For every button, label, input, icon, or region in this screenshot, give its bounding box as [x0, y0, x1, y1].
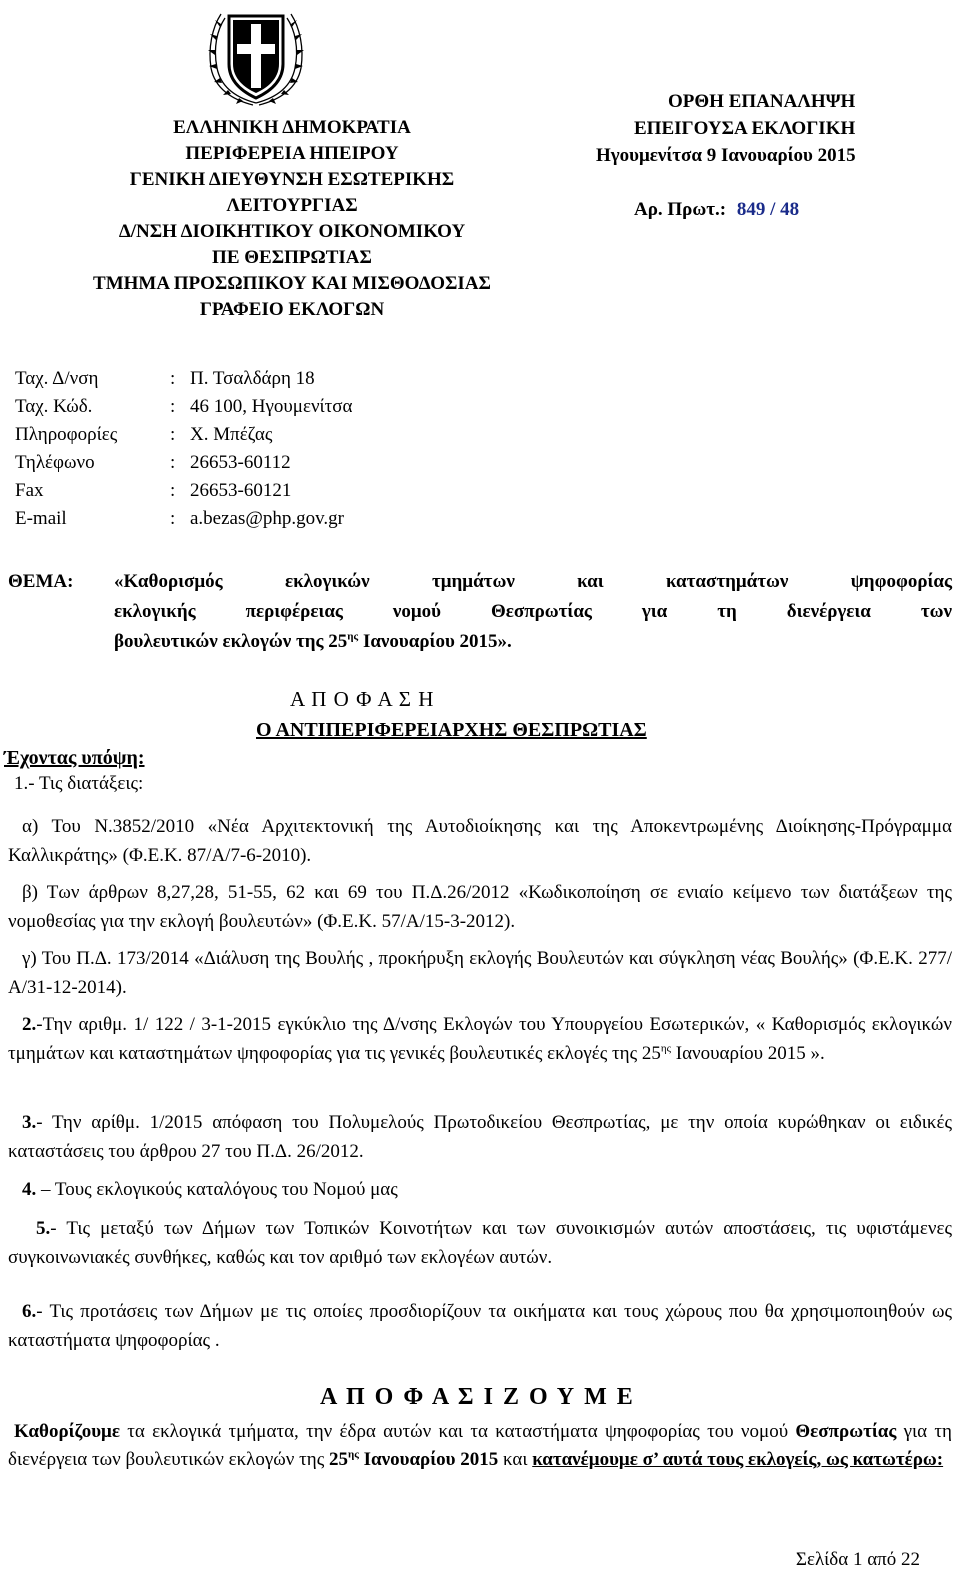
item-number: 2. — [22, 1014, 37, 1035]
item-6: 6.- Τις προτάσεις των Δήμων με τις οποίες προσδιορίζουν τα οικήματα και τους χώρους που θα χρησιμοποιηθούν ως καταστήματα ψηφοφορίας . — [8, 1301, 952, 1351]
item-2: 2.-Την αριθμ. 1/ 122 / 3-1-2015 εγκύκλιο της Δ/νσης Εκλογών του Υπουργείου Εσωτερικών, « Καθορισμός εκλογικών τμημάτων και καταστημάτων ψηφοφορίας για τις γενικές βουλευτικές εκλογές της $25^{\eta\varsigma}$ Ιανουαρίου 2015 ». — [8, 1014, 952, 1064]
item-5: 5.- Τις μεταξύ των Δήμων των Τοπικών Κοινοτήτων και των συνοικισμών αυτών αποστάσεις, τις υφιστάμενες συγκοινωνιακές συνθήκες, καθώς και τον αριθμό των εκλογέων αυτών. — [8, 1218, 952, 1268]
protocol-value: 849 / 48 — [736, 199, 800, 220]
header-left-line: Δ/ΝΣΗ ΔΙΟΙΚΗΤΙΚΟΥ ΟΙΚΟΝΟΜΙΚΟΥ — [118, 221, 466, 242]
contact-row-phone: Τηλέφωνο : 26653-60112 — [15, 450, 515, 478]
subject-block — [8, 567, 952, 657]
contact-row-address: Ταχ. Δ/νση : Π. Τσαλδάρη 18 — [15, 366, 515, 394]
protocol-number — [596, 196, 956, 223]
allocation-statement: κατανέμουμε σ’ αυτά τους εκλογείς, ως κατωτέρω: — [532, 1449, 944, 1470]
urgent-label: ΕΠΕΙΓΟΥΣΑ ΕΚΛΟΓΙΚΗ — [634, 118, 856, 139]
header-left-line: ΕΛΛΗΝΙΚΗ ΔΗΜΟΚΡΑΤΙΑ — [173, 117, 411, 138]
subject-line: εκλογικής περιφέρειας νομού Θεσπρωτίας για τη διενέργεια των — [114, 601, 952, 622]
header-left-line: ΓΡΑΦΕΙΟ ΕΚΛΟΓΩΝ — [199, 299, 385, 320]
contact-label: Ταχ. Δ/νση — [15, 368, 99, 389]
correction-label: ΟΡΘΗ ΕΠΑΝΑΛΗΨΗ — [668, 91, 856, 112]
item-number: 6. — [22, 1301, 37, 1322]
contact-value: 26653-60121 — [190, 480, 292, 501]
item-number: 4. — [22, 1179, 37, 1200]
item-number: 5. — [36, 1218, 51, 1239]
issuing-authority-block — [92, 115, 492, 323]
coat-of-arms-emblem — [207, 4, 305, 111]
item-1c: γ) Του Π.Δ. 173/2014 «Διάλυση της Βουλής , προκήρυξη εκλογής Βουλευτών και σύγκληση νέας Βουλής» (Φ.Ε.Κ. 277/Α/31-12-2014). — [8, 948, 952, 998]
contact-label: Πληροφορίες — [15, 424, 118, 445]
header-left-line: ΤΜΗΜΑ ΠΡΟΣΩΠΙΚΟΥ ΚΑΙ ΜΙΣΘΟΔΟΣΙΑΣ — [93, 273, 491, 294]
contact-row-email: E-mail : a.bezas@php.gov.gr — [15, 506, 515, 534]
closing-paragraph: Καθορίζουμε τα εκλογικά τμήματα, την έδρα αυτών και τα καταστήματα ψηφοφορίας του νομού Θεσπρωτίας για τη διενέργεια των βουλευτικών εκλογών της $25^{\eta\varsigma}$ Ιανουαρίου 2015 και κατανέμουμε σ’ αυτά τους εκλογείς, ως κατωτέρω: — [8, 1421, 952, 1470]
contact-info — [15, 366, 515, 534]
item-4: 4. – Τους εκλογικούς καταλόγους του Νομού μας — [22, 1179, 398, 1200]
header-left-line: ΛΕΙΤΟΥΡΓΙΑΣ — [226, 195, 358, 216]
item-1b: β) Των άρθρων 8,27,28, 51-55, 62 και 69 του Π.Δ.26/2012 «Κωδικοποίηση σε ενιαίο κείμενο των διατάξεων της νομοθεσίας για την εκλογή βουλευτών» (Φ.Ε.Κ. 57/Α/15-3-2012). — [8, 882, 952, 932]
page-number: Σελίδα 1 από 22 — [795, 1549, 920, 1570]
contact-row-postcode: Ταχ. Κώδ. : 46 100, Ηγουμενίτσα — [15, 394, 515, 422]
subject-line: «Καθορισμός εκλογικών τμημάτων και καταστημάτων ψηφοφορίας — [114, 571, 952, 592]
header-left-line: ΠΕ ΘΕΣΠΡΩΤΙΑΣ — [212, 247, 372, 268]
contact-value: 26653-60112 — [190, 452, 291, 473]
header-left-line: ΠΕΡΙΦΕΡΕΙΑ ΗΠΕΙΡΟΥ — [185, 143, 399, 164]
document-date: Ηγουμενίτσα 9 Ιανουαρίου 2015 — [596, 145, 856, 166]
having-regard-heading: Έχοντας υπόψη: — [4, 747, 145, 769]
contact-label: Τηλέφωνο — [15, 452, 95, 473]
item-1a: α) Του Ν.3852/2010 «Νέα Αρχιτεκτονική της Αυτοδιοίκησης και της Αποκεντρωμένης Διοίκησης-Πρόγραμμα Καλλικράτης» (Φ.Ε.Κ. 87/Α/7-6-2010). — [8, 816, 952, 866]
contact-value: a.bezas@php.gov.gr — [190, 508, 344, 529]
signing-authority: Ο ΑΝΤΙΠΕΡΙΦΕΡΕΙΑΡΧΗΣ ΘΕΣΠΡΩΤΙΑΣ — [256, 719, 647, 741]
contact-label: E-mail — [15, 508, 67, 529]
contact-value: Π. Τσαλδάρη 18 — [190, 368, 315, 389]
contact-label: Ταχ. Κώδ. — [15, 396, 93, 417]
we-decide-title: Α Π Ο Φ Α Σ Ι Ζ Ο Υ Μ Ε — [320, 1384, 635, 1410]
contact-row-fax: Fax : 26653-60121 — [15, 478, 515, 506]
decision-title: Α Π Ο Φ Α Σ Η — [290, 687, 435, 711]
contact-label: Fax — [15, 480, 44, 501]
item-1: 1.- Τις διατάξεις: — [14, 773, 144, 794]
contact-value: 46 100, Ηγουμενίτσα — [190, 396, 353, 417]
document-status-block — [596, 88, 956, 223]
contact-value: Χ. Μπέζας — [190, 424, 273, 445]
subject-label: ΘΕΜΑ: — [8, 571, 74, 592]
protocol-label: Αρ. Πρωτ.: — [634, 199, 727, 220]
item-3: 3.- Την αρίθμ. 1/2015 απόφαση του Πολυμελούς Πρωτοδικείου Θεσπρωτίας, με την οποία κυρώθηκαν οι ειδικές καταστάσεις του άρθρου 27 του Π.Δ. 26/2012. — [8, 1112, 952, 1162]
item-number: 3. — [22, 1112, 37, 1133]
contact-row-info: Πληροφορίες : Χ. Μπέζας — [15, 422, 515, 450]
subject-line: βουλευτικών εκλογών της $25^{\eta\varsigma}$ Ιανουαρίου 2015». — [114, 630, 512, 652]
header-left-line: ΓΕΝΙΚΗ ΔΙΕΥΘΥΝΣΗ ΕΣΩΤΕΡΙΚΗΣ — [129, 169, 455, 190]
item-number: 1. — [14, 773, 29, 794]
